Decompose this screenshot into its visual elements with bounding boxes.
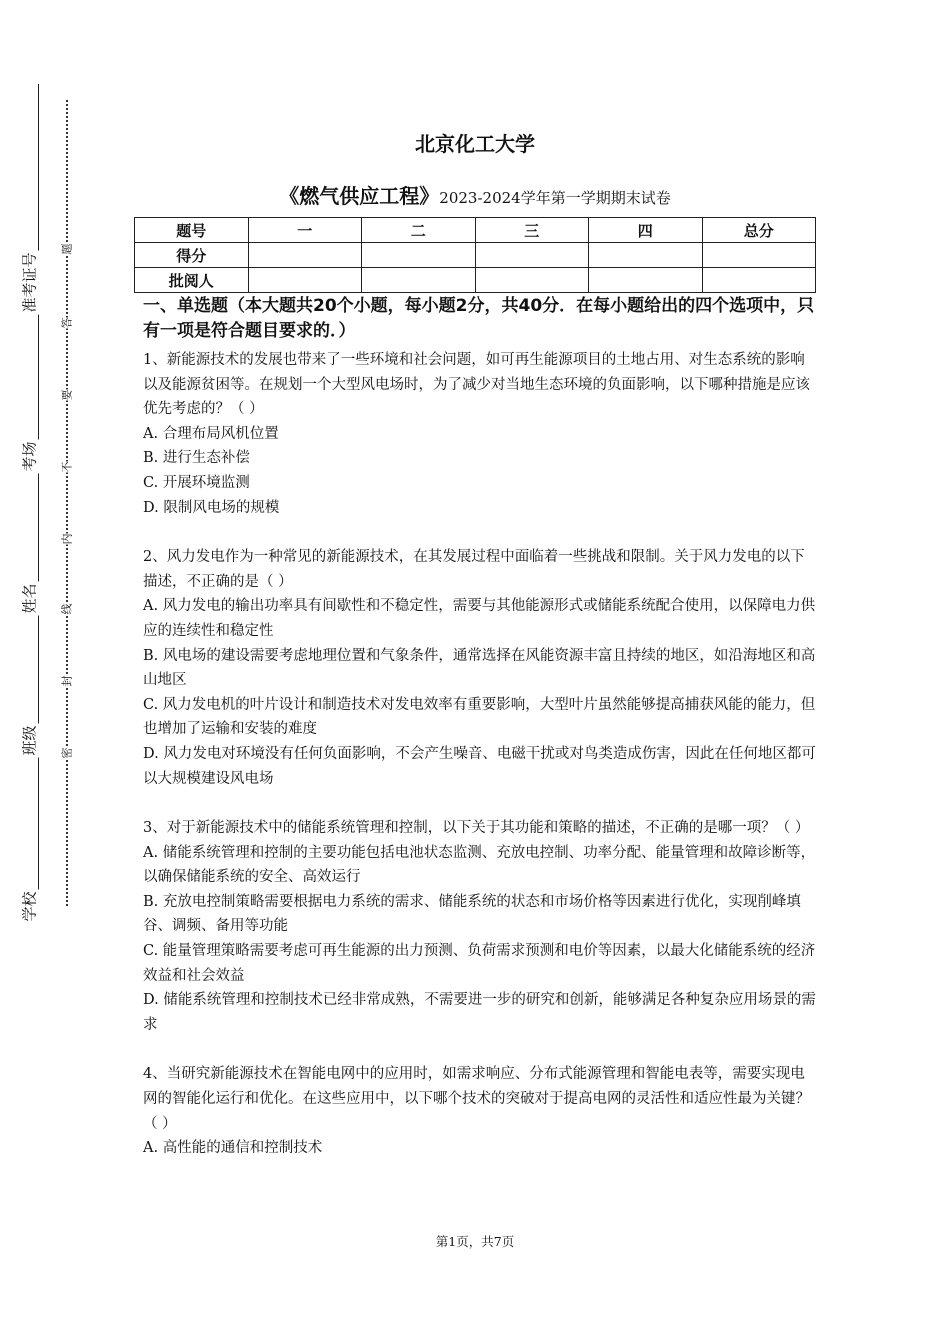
field-exam-room: 考场	[20, 440, 39, 472]
score-cell[interactable]	[362, 243, 476, 268]
exam-subtitle	[0, 180, 950, 209]
grader-cell[interactable]	[702, 268, 816, 293]
field-school: 学校	[20, 890, 39, 922]
grader-cell[interactable]	[589, 268, 703, 293]
question-2	[143, 545, 817, 791]
seal-char: 题	[60, 243, 73, 255]
course-name: 《燃气供应工程》	[279, 184, 440, 208]
question-text: 3、对于新能源技术中的储能系统管理和控制，以下关于其功能和策略的描述，不正确的是哪一项？（ ）	[143, 820, 810, 837]
question-1	[143, 348, 817, 520]
grader-cell[interactable]	[475, 268, 589, 293]
grader-row-label: 批阅人	[135, 268, 249, 293]
option-b[interactable]: B. 风电场的建设需要考虑地理位置和气象条件，通常选择在风能资源丰富且持续的地区，如沿海地区和高山地区	[143, 647, 816, 689]
option-b[interactable]: B. 进行生态补偿	[143, 450, 250, 467]
seal-char: 答	[60, 317, 73, 329]
option-d[interactable]: D. 限制风电场的规模	[143, 499, 280, 516]
option-b[interactable]: B. 充放电控制策略需要根据电力系统的需求、储能系统的状态和市场价格等因素进行优化，实现削峰填谷、调频、备用等功能	[143, 893, 801, 935]
section-title: 一、单选题（本大题共20个小题，每小题2分，共40分．在每小题给出的四个选项中，只有一项是符合题目要求的．）	[143, 296, 815, 341]
exam-content	[143, 294, 817, 1161]
option-a[interactable]: A. 储能系统管理和控制的主要功能包括电池状态监测、充放电控制、功率分配、能量管理和故障诊断等，以确保储能系统的安全、高效运行	[143, 844, 816, 886]
option-c[interactable]: C. 能量管理策略需要考虑可再生能源的出力预测、负荷需求预测和电价等因素，以最大化储能系统的经济效益和社会效益	[143, 943, 816, 984]
option-d[interactable]: D. 风力发电对环境没有任何负面影响，不会产生噪音、电磁干扰或对鸟类造成伤害，因此在任何地区都可以大规模建设风电场	[143, 745, 816, 787]
field-exam-number: 准考证号	[20, 251, 39, 313]
grader-cell[interactable]	[248, 268, 362, 293]
score-header-cell: 一	[248, 218, 362, 243]
score-header-cell: 三	[475, 218, 589, 243]
score-header-cell: 题号	[135, 218, 249, 243]
question-text: 1、新能源技术的发展也带来了一些环境和社会问题，如可再生能源项目的土地占用、对生态系统的影响以及能源贫困等。在规划一个大型风电场时，为了减少对当地生态环境的负面影响，以下哪种措施是应该优先考虑的？（ ）	[143, 352, 810, 418]
score-table	[134, 217, 816, 293]
score-table-header-row	[135, 218, 816, 243]
field-name: 姓名	[20, 582, 39, 614]
option-a[interactable]: A. 合理布局风机位置	[143, 425, 279, 442]
seal-char: 封	[60, 675, 73, 687]
option-a[interactable]: A. 风力发电的输出功率具有间歇性和不稳定性，需要与其他能源形式或储能系统配合使用，以保障电力供应的连续性和稳定性	[143, 598, 816, 639]
binding-dotted-line	[66, 100, 68, 906]
question-4	[143, 1062, 817, 1160]
seal-char: 线	[60, 603, 73, 615]
score-cell[interactable]	[248, 243, 362, 268]
score-cell[interactable]	[702, 243, 816, 268]
score-cell[interactable]	[589, 243, 703, 268]
university-title: 北京化工大学	[415, 132, 535, 156]
seal-char: 内	[60, 533, 73, 545]
score-cell[interactable]	[475, 243, 589, 268]
score-header-cell: 二	[362, 218, 476, 243]
score-header-cell: 总分	[702, 218, 816, 243]
page-footer: 第1页，共7页	[435, 1234, 515, 1249]
question-text: 4、当研究新能源技术在智能电网中的应用时，如需求响应、分布式能源管理和智能电表等，需要实现电网的智能化运行和优化。在这些应用中，以下哪个技术的突破对于提高电网的灵活性和适应性最为关键？（ ）	[143, 1066, 810, 1132]
exam-term: 2023-2024学年第一学期期末试卷	[439, 189, 671, 207]
seal-char: 不	[60, 461, 73, 473]
option-d[interactable]: D. 储能系统管理和控制技术已经非常成熟，不需要进一步的研究和创新，能够满足各种复杂应用场景的需求	[143, 992, 816, 1033]
option-a[interactable]: A. 高性能的通信和控制技术	[143, 1140, 323, 1157]
seal-char: 要	[60, 389, 73, 401]
score-header-cell: 四	[589, 218, 703, 243]
score-row	[135, 243, 816, 268]
option-c[interactable]: C. 风力发电机的叶片设计和制造技术对发电效率有重要影响，大型叶片虽然能够提高捕获风能的能力，但也增加了运输和安装的难度	[143, 696, 816, 738]
seal-char: 密	[60, 747, 73, 759]
option-c[interactable]: C. 开展环境监测	[143, 474, 250, 491]
score-row-label: 得分	[135, 243, 249, 268]
grader-cell[interactable]	[362, 268, 476, 293]
grader-row	[135, 268, 816, 293]
field-class: 班级	[20, 724, 39, 756]
question-3	[143, 816, 817, 1037]
question-text: 2、风力发电作为一种常见的新能源技术，在其发展过程中面临着一些挑战和限制。关于风力发电的以下描述，不正确的是（ ）	[143, 549, 805, 590]
